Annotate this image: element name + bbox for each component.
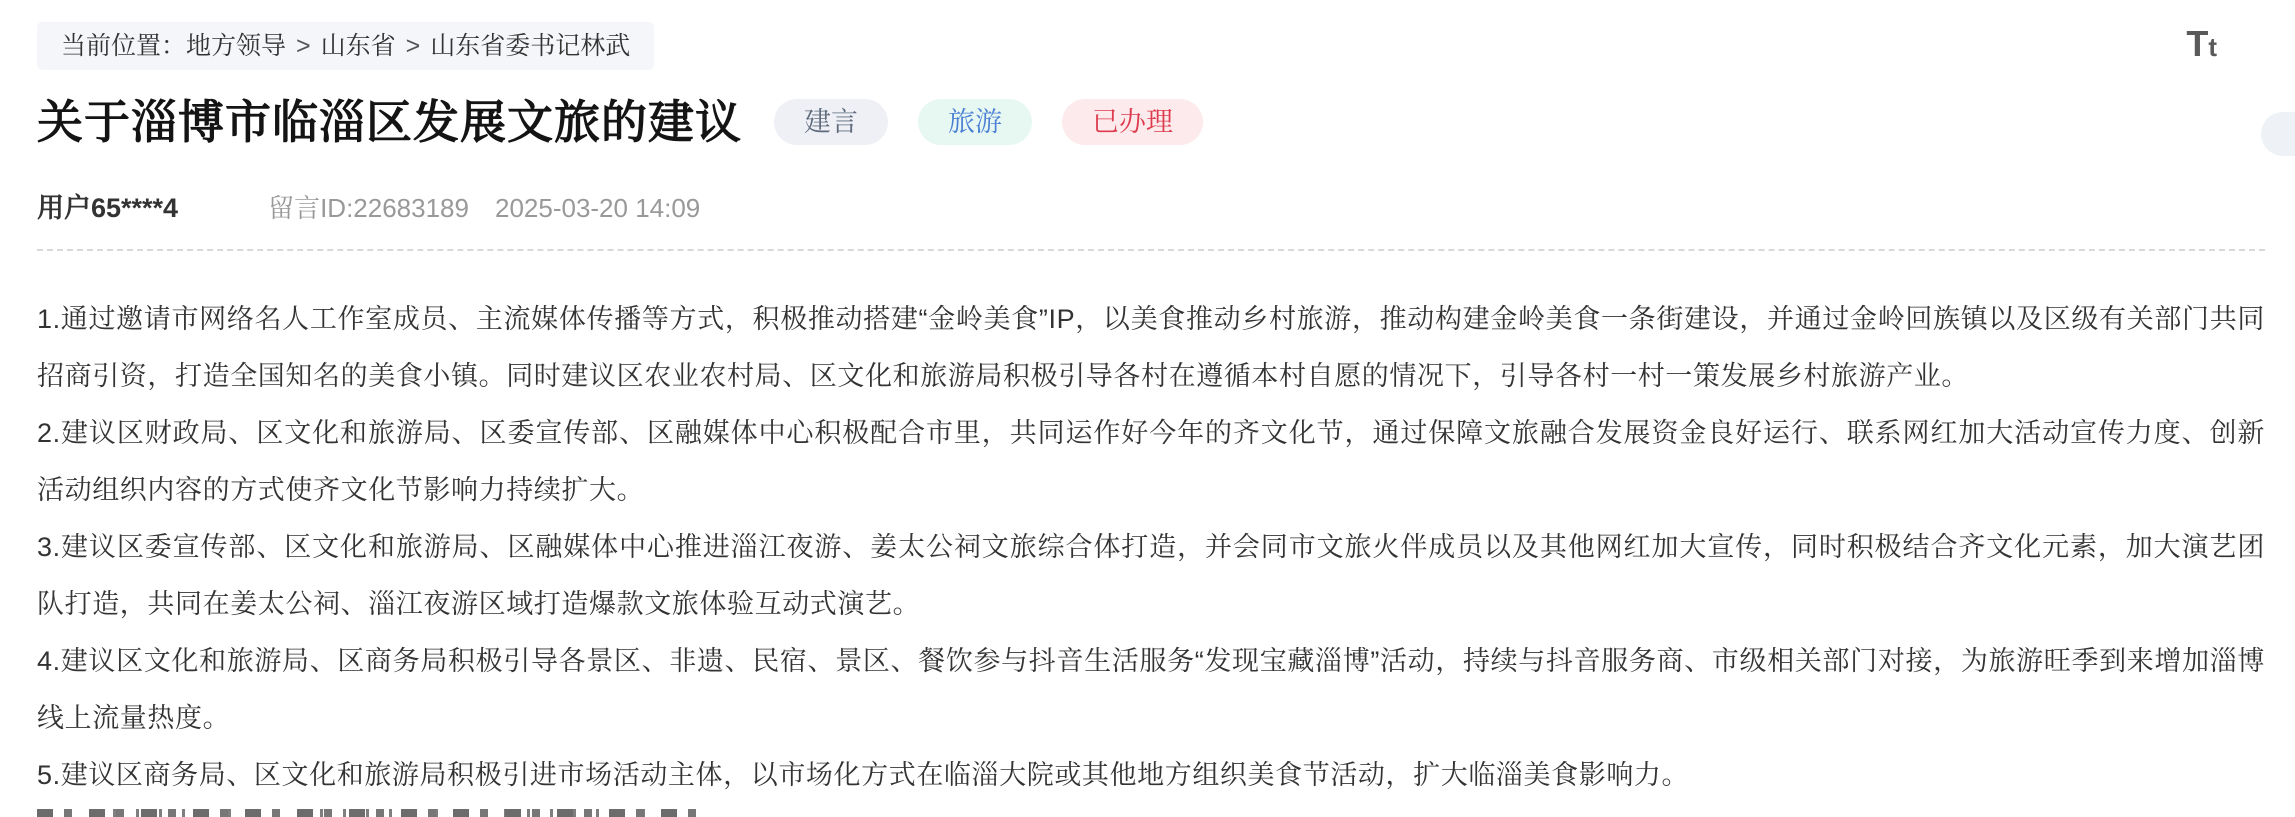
message-paragraph: 5.建议区商务局、区文化和旅游局积极引进市场活动主体，以市场化方式在临淄大院或其他地方组织美食节活动，扩大临淄美食影响力。 <box>37 760 1690 790</box>
cutoff-text-line <box>37 809 699 817</box>
title-row <box>37 96 2265 148</box>
font-size-icon-small: t <box>2208 32 2217 62</box>
meta-row <box>37 186 2265 225</box>
status-tag[interactable]: 建言 <box>774 99 888 145</box>
message-paragraph: 4.建议区文化和旅游局、区商务局积极引导各景区、非遗、民宿、景区、餐饮参与抖音生活服务“发现宝藏淄博”活动，持续与抖音服务商、市级相关部门对接，为旅游旺季到来增加淄博线上流量热度。 <box>37 646 2265 733</box>
breadcrumb-link[interactable]: 地方领导 <box>186 32 287 60</box>
breadcrumb-link[interactable]: 山东省委书记林武 <box>430 32 631 60</box>
message-paragraph: 1.通过邀请市网络名人工作室成员、主流媒体传播等方式，积极推动搭建“金岭美食”IP，以美食推动乡村旅游，推动构建金岭美食一条街建设，并通过金岭回族镇以及区级有关部门共同招商引资，打造全国知名的美食小镇。同时建议区农业农村局、区文化和旅游局积极引导各村在遵循本村自愿的情况下，引导各村一村一策发展乡村旅游产业。 <box>37 304 2265 391</box>
breadcrumb-separator: > <box>405 32 421 60</box>
font-size-icon-large: T <box>2186 23 2209 64</box>
message-id: 留言ID:22683189 <box>268 193 469 223</box>
message-paragraph: 2.建议区财政局、区文化和旅游局、区委宣传部、区融媒体中心积极配合市里，共同运作好今年的齐文化节，通过保障文旅融合发展资金良好运行、联系网红加大活动宣传力度、创新活动组织内容的方式使齐文化节影响力持续扩大。 <box>37 418 2265 505</box>
font-size-icon[interactable] <box>2186 23 2217 64</box>
tag-list <box>774 99 1203 145</box>
breadcrumb-link[interactable]: 山东省 <box>320 32 396 60</box>
status-tag[interactable]: 已办理 <box>1062 99 1203 145</box>
message-datetime: 2025-03-20 14:09 <box>494 193 701 223</box>
breadcrumb-label: 当前位置： <box>61 32 187 60</box>
message-body <box>37 291 2265 804</box>
page-title: 关于淄博市临淄区发展文旅的建议 <box>37 96 742 148</box>
breadcrumb <box>37 22 654 70</box>
dashed-divider <box>37 249 2265 251</box>
breadcrumb-items <box>186 32 630 60</box>
message-paragraph: 3.建议区委宣传部、区文化和旅游局、区融媒体中心推进淄江夜游、姜太公祠文旅综合体打造，并会同市文旅火伴成员以及其他网红加大宣传，同时积极结合齐文化元素，加大演艺团队打造，共同在姜太公祠、淄江夜游区域打造爆款文旅体验互动式演艺。 <box>37 532 2265 619</box>
status-tag[interactable]: 旅游 <box>918 99 1032 145</box>
breadcrumb-separator: > <box>296 32 311 60</box>
username: 用户65****4 <box>37 193 179 223</box>
